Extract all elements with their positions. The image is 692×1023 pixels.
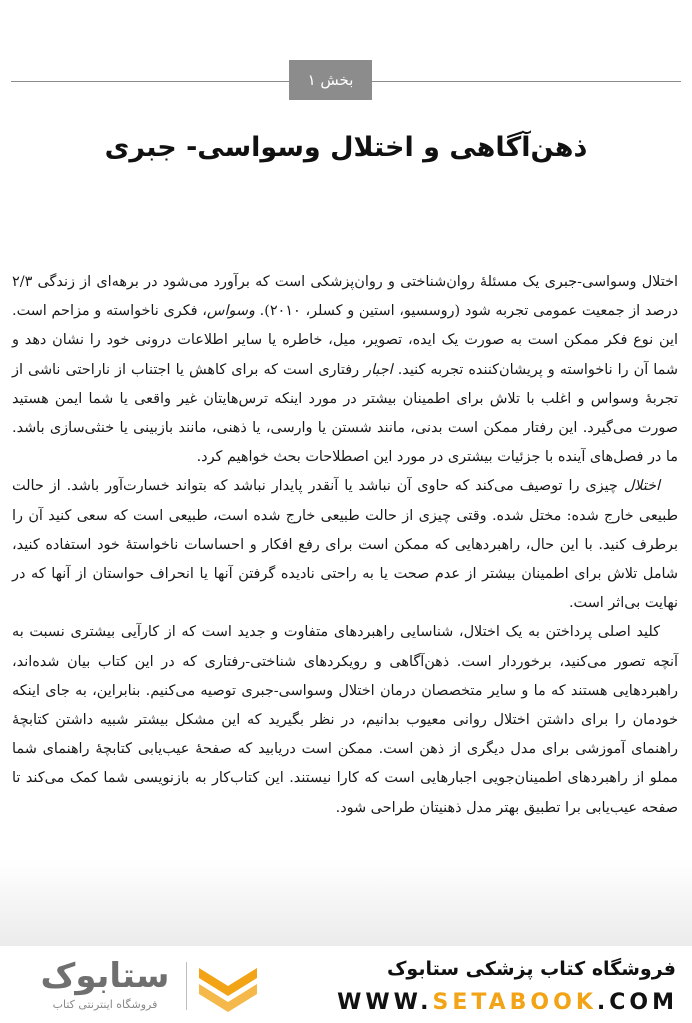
paragraph-2: اختلال چیزی را توصیف می‌کند که حاوی آن نباشد یا آنقدر پایدار نباشد که بتواند خسارت‌آور باشد. از حالت طبیعی خارج شده: مختل شده. وقتی چیزی از حالت طبیعی خارج شده است، طبیعی است که سعی کنید آن را برطرف کنید. با این حال، راهبردهایی که ممکن است برای رفع افکار و احساسات ناخواستهٔ خود استفاده کنید، شامل تلاش برای اطمینان بیشتر از عدم صحت یا به راحتی نادیده گرفتن آنها یا انحراف حواستان از آنها که در نهایت بی‌اثر است. bbox=[12, 478, 678, 612]
logo-wordmark: ستابوک bbox=[40, 956, 170, 996]
shop-name: فروشگاه کتاب پزشکی ستابوک bbox=[386, 958, 676, 980]
chapter-title: ذهن‌آگاهی و اختلال وسواسی- جبری bbox=[104, 132, 588, 163]
term-compulsion: اجبار bbox=[364, 361, 393, 378]
logo-divider bbox=[186, 962, 187, 1010]
shop-url[interactable]: WWW.SETABOOK.COM bbox=[337, 990, 678, 1015]
term-obsession: وسواس bbox=[206, 303, 255, 320]
section-label: بخش ۱ bbox=[289, 60, 372, 100]
paragraph-1: اختلال وسواسی-جبری یک مسئلهٔ روان‌شناختی و روان‌پزشکی است که برآورد می‌شود در برهه‌ای از زندگی ۲/۳ درصد از جمعیت عمومی تجربه شود (روسسیو، استین و کسلر، ۲۰۱۰). وسواس، فکری ناخواسته و مزاحم است. این نوع فکر ممکن است به صورت یک ایده، تصویر، میل، خاطره یا سایر اطلاعات درونی خود را نشان دهد و شما آن را ناخواسته و پریشان‌کننده تجربه کنید. اجبار رفتاری است که برای کاهش یا اجتناب از ناراحتی ناشی از تجربهٔ وسواس و اغلب با تلاش برای اطمینان بیشتر در مورد اینکه ترس‌هایتان غیر واقعی یا شما ایمن هستید صورت می‌گیرد. این رفتار ممکن است بدنی، مانند شستن یا وارسی، یا ذهنی، مانند بازبینی یا خنثی‌سازی باشد. ما در فصل‌های آینده با جزئیات بیشتری در مورد این اصطلاحات بحث خواهیم کرد. bbox=[12, 274, 678, 466]
bottom-fade bbox=[0, 860, 692, 950]
term-disorder: اختلال bbox=[623, 478, 660, 495]
footer-banner bbox=[0, 946, 692, 1023]
body-text bbox=[12, 268, 678, 823]
chevron-stack-logo-icon bbox=[193, 964, 263, 1012]
paragraph-3: کلید اصلی پرداختن به یک اختلال، شناسایی راهبردهای متفاوت و جدید است که از کارآیی بیشتری نسبت به آنچه تصور می‌کنید، برخوردار است. ذهن‌آگاهی و رویکردهای شناختی-رفتاری که در این کتاب بیان شده‌اند، راهبردهایی هستند که ما و سایر متخصصان درمان اختلال وسواسی-جبری توصیه می‌کنیم. بنابراین، به جای اینکه خودمان را برای داشتن اختلال روانی معیوب بدانیم، در نظر بگیرید که این مشکل بیشتر شبیه داشتن کتابچهٔ راهنمای آموزشی برای مدل دیگری از ذهن است. ممکن است دریابید که صفحهٔ عیب‌یابی کتابچهٔ راهنمای شما مملو از راهبردهای اطمینان‌جویی اجبارهایی است که کارا نیستند. این کتاب‌کار به بازنویسی شما کمک می‌کند تا صفحه عیب‌یابی برا تطبیق بهتر مدل ذهنیتان طراحی شود. bbox=[12, 624, 678, 816]
logo-tagline: فروشگاه اینترنتی کتاب bbox=[52, 998, 158, 1011]
